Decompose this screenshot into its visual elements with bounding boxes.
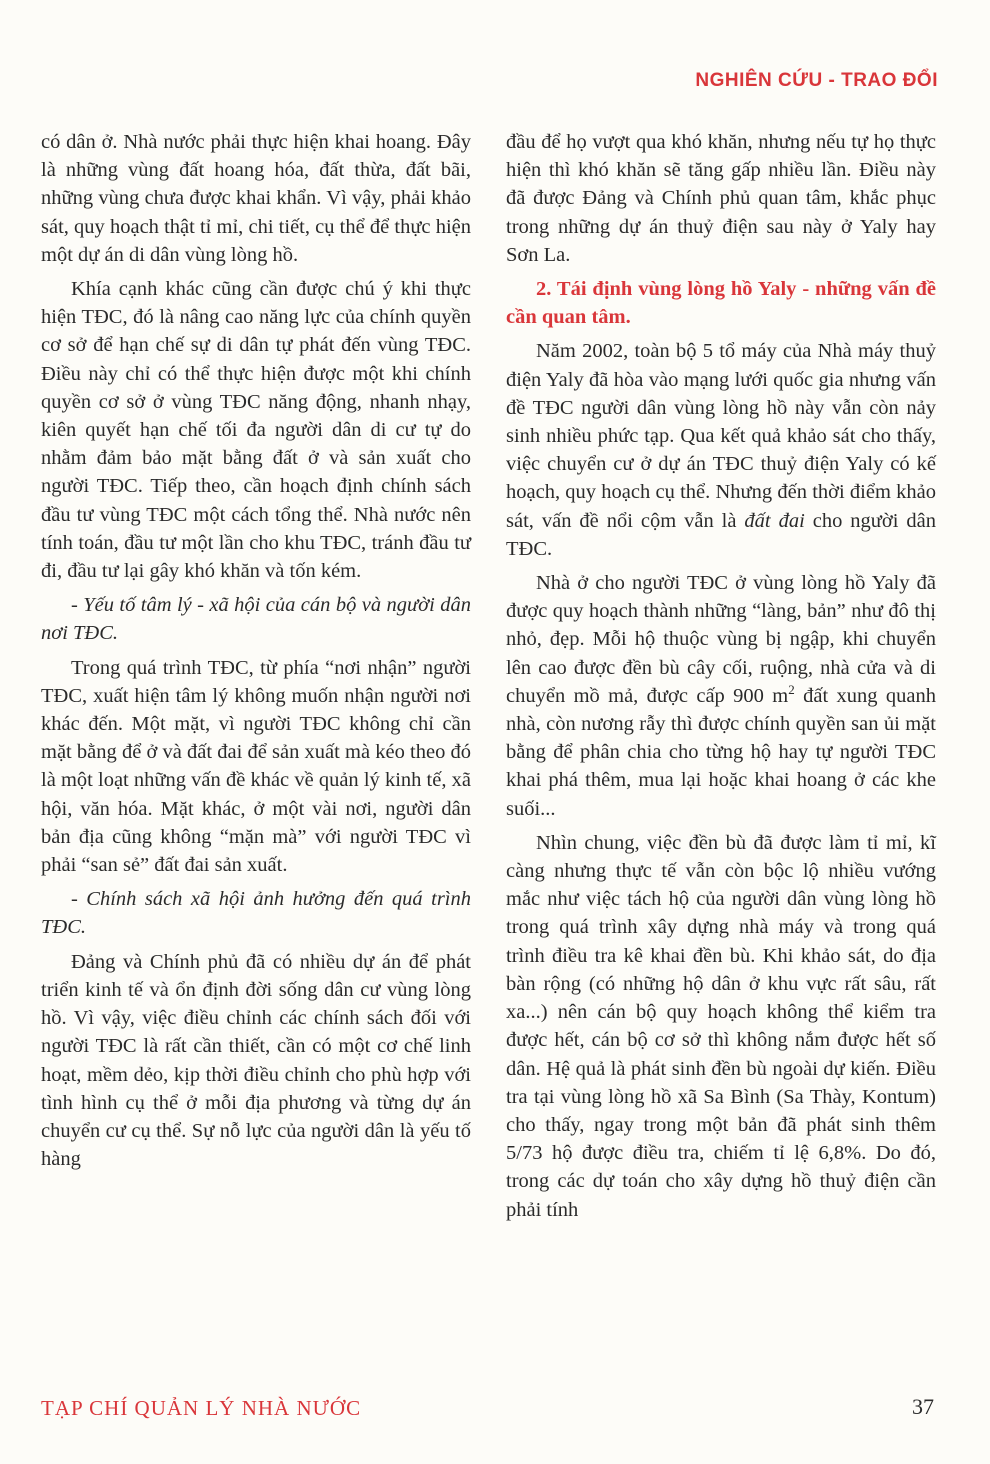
journal-title: TẠP CHÍ QUẢN LÝ NHÀ NƯỚC	[41, 1396, 362, 1420]
page-number: 37	[912, 1394, 934, 1419]
section-header: NGHIÊN CỨU - TRAO ĐỔI	[695, 70, 938, 91]
paragraph: đầu để họ vượt qua khó khăn, nhưng nếu tự họ thực hiện thì khó khăn sẽ tăng gấp nhiều lần. Điều này đã được Đảng và Chính phủ quan tâm, khắc phục trong những dự án thuỷ điện sau này ở Yaly hay Sơn La.	[506, 131, 936, 266]
superscript: 2	[788, 682, 795, 698]
section-heading: 2. Tái định vùng lòng hồ Yaly - những vấn đề cần quan tâm.	[506, 278, 936, 329]
paragraph	[506, 337, 936, 563]
paragraph: có dân ở. Nhà nước phải thực hiện khai hoang. Đây là những vùng đất hoang hóa, đất thừa, đất bãi, những vùng chưa được khai khẩn. Vì vậy, phải khảo sát, quy hoạch thật tỉ mỉ, chi tiết, cụ thể để thực hiện một dự án di dân vùng lòng hồ.	[41, 131, 471, 266]
paragraph: Trong quá trình TĐC, từ phía “nơi nhận” người TĐC, xuất hiện tâm lý không muốn nhận người nơi khác đến. Một mặt, vì người TĐC không chỉ cần mặt bằng để ở và đất đai để sản xuất mà kéo theo đó là một loạt những vấn đề khác về quản lý kinh tế, xã hội, văn hóa. Mặt khác, ở một vài nơi, người dân bản địa cũng không “mặn mà” với người TĐC vì phải “san sẻ” đất đai sản xuất.	[41, 656, 471, 877]
paragraph-text: Năm 2002, toàn bộ 5 tổ máy của Nhà máy thuỷ điện Yaly đã hòa vào mạng lưới quốc gia nhưng vấn đề TĐC người dân vùng lòng hồ này vẫn còn nảy sinh nhiều phức tạp. Qua kết quả khảo sát cho thấy, việc chuyển cư ở dự án TĐC thuỷ điện Yaly có kế hoạch, quy hoạch cụ thể. Nhưng đến thời điểm khảo sát, vấn đề nổi cộm vẫn là	[506, 340, 936, 532]
subheading: - Chính sách xã hội ảnh hưởng đến quá trình TĐC.	[41, 888, 471, 939]
paragraph: Đảng và Chính phủ đã có nhiều dự án để phát triển kinh tế và ổn định đời sống dân cư vùng lòng hồ. Vì vậy, việc điều chỉnh các chính sách đối với người TĐC là rất cần thiết, cần có một cơ chế linh hoạt, mềm dẻo, kịp thời điều chỉnh cho phù hợp với tình hình cụ thể ở mỗi địa phương và từng dự án chuyển cư cụ thể. Sự nỗ lực của người dân là yếu tố hàng	[41, 950, 471, 1171]
paragraph	[506, 569, 936, 823]
paragraph: Nhìn chung, việc đền bù đã được làm tỉ mỉ, kĩ càng nhưng thực tế vẫn còn bộc lộ nhiều vướng mắc như việc tách hộ của người dân vùng lòng hồ trong quá trình xây dựng nhà máy và trong quá trình điều tra kê khai đền bù. Khi khảo sát, do địa bàn rộng (có những hộ dân ở khu vực rất sâu, rất xa...) nên cán bộ quy hoạch không thể kiểm tra được hết, cán bộ cơ sở thì không nắm được hết số dân. Hệ quả là phát sinh đền bù ngoài dự kiến. Điều tra tại vùng lòng hồ xã Sa Bình (Sa Thày, Kontum) cho thấy, ngay trong một bản đã phát sinh thêm 5/73 hộ được điều tra, chiếm tỉ lệ 6,8%. Do đó, trong các dự toán cho xây dựng hồ thuỷ điện cần phải tính	[506, 831, 936, 1221]
paragraph-text: Nhà ở cho người TĐC ở vùng lòng hồ Yaly đã được quy hoạch thành những “làng, bản” như đô thị nhỏ, đẹp. Mỗi hộ thuộc vùng bị ngập, khi chuyển lên cao được đền bù cây cối, ruộng, nhà cửa và di chuyển mồ mả, được cấp 900 m	[506, 572, 936, 707]
left-column	[41, 128, 471, 1179]
paragraph-text: đất xung quanh nhà, còn nương rẫy thì được chính quyền san ủi mặt bằng để phân chia cho từng hộ hay tự người TĐC khai phá thêm, mua lại hoặc khai hoang ở các khe suối...	[506, 684, 936, 820]
right-column	[506, 128, 936, 1230]
paragraph: Khía cạnh khác cũng cần được chú ý khi thực hiện TĐC, đó là nâng cao năng lực của chính quyền cơ sở để hạn chế sự di dân tự phát đến vùng TĐC. Điều này chỉ có thể thực hiện được một khi chính quyền cơ sở ở vùng TĐC năng động, nhanh nhạy, kiên quyết hạn chế tối đa người dân di cư tự do nhằm đảm bảo mặt bằng đất ở và sản xuất cho người TĐC. Tiếp theo, cần hoạch định chính sách đầu tư vùng TĐC một cách tổng thể. Nhà nước nên tính toán, đầu tư một lần cho khu TĐC, tránh đầu tư đi, đầu tư lại gây khó khăn và tốn kém.	[41, 278, 471, 583]
paragraph-text: cho người dân TĐC.	[506, 509, 936, 560]
subheading: - Yếu tố tâm lý - xã hội của cán bộ và người dân nơi TĐC.	[41, 594, 471, 645]
emphasis-text: đất đai	[744, 509, 805, 532]
